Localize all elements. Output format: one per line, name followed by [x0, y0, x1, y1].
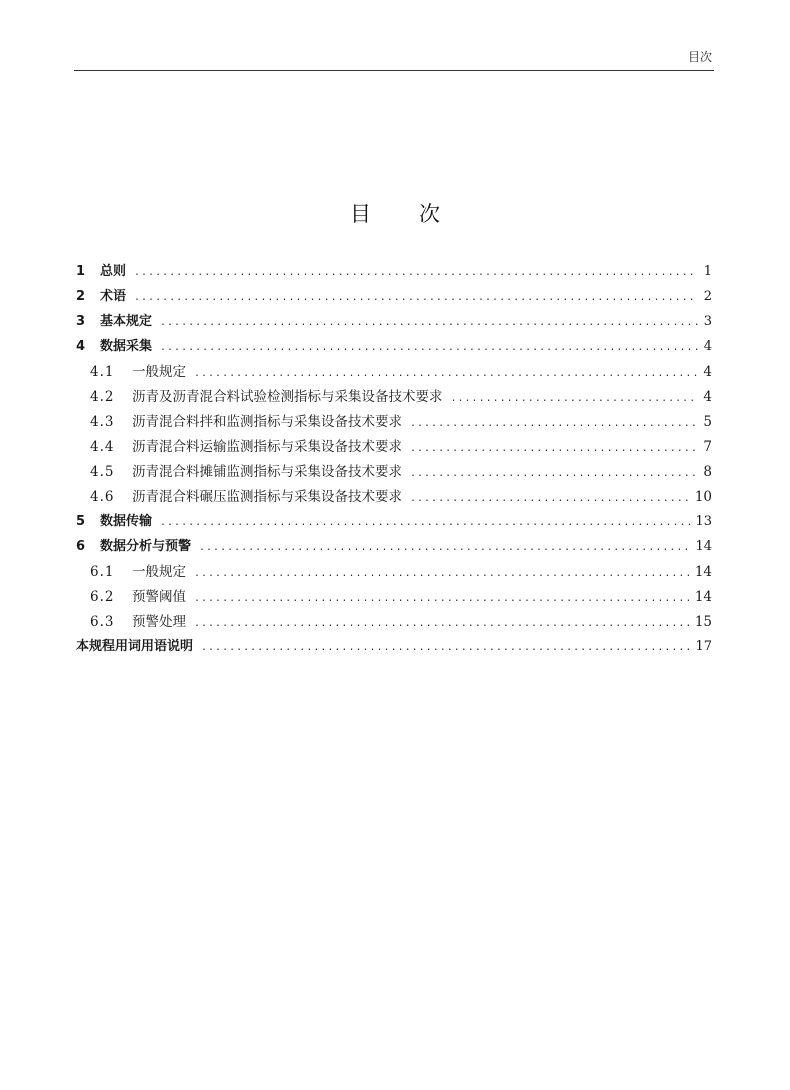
toc-entry-label: 总则 — [100, 264, 127, 279]
toc-dot-leader — [160, 517, 691, 528]
toc-entry-page: 17 — [695, 639, 712, 654]
toc-entry[interactable] — [76, 460, 712, 485]
toc-entry[interactable] — [76, 435, 712, 460]
toc-entry-number: 6.3 — [90, 614, 115, 630]
toc-entry-number: 4.4 — [90, 439, 115, 455]
toc-dot-leader — [194, 618, 691, 629]
toc-entry-page: 14 — [694, 589, 712, 605]
toc-entry-number: 4.3 — [90, 414, 115, 430]
toc-entry[interactable] — [76, 260, 712, 285]
toc-entry[interactable] — [76, 410, 712, 435]
toc-title-char-1: 目 — [350, 202, 371, 227]
toc-list — [76, 260, 712, 660]
toc-entry-label: 一般规定 — [132, 364, 186, 380]
toc-entry[interactable] — [76, 310, 712, 335]
toc-entry-label: 本规程用词用语说明 — [76, 639, 194, 654]
toc-dot-leader — [410, 493, 691, 504]
toc-entry-page: 4 — [703, 339, 712, 354]
toc-entry-label: 沥青及沥青混合料试验检测指标与采集设备技术要求 — [132, 389, 443, 405]
toc-entry-label: 数据采集 — [100, 339, 153, 354]
toc-entry[interactable] — [76, 485, 712, 510]
toc-entry-number: 3 — [76, 314, 86, 329]
toc-entry-page: 3 — [703, 314, 712, 329]
toc-entry[interactable] — [76, 560, 712, 585]
toc-dot-leader — [199, 542, 691, 553]
toc-entry[interactable] — [76, 385, 712, 410]
toc-entry-label: 沥青混合料运输监测指标与采集设备技术要求 — [132, 439, 402, 455]
toc-entry-page: 14 — [695, 539, 712, 554]
toc-entry[interactable] — [76, 535, 712, 560]
toc-entry-page: 13 — [695, 514, 712, 529]
toc-entry-number: 6 — [76, 539, 86, 554]
toc-entry[interactable] — [76, 510, 712, 535]
toc-dot-leader — [160, 317, 698, 328]
toc-entry-number: 1 — [76, 264, 86, 279]
toc-entry[interactable] — [76, 585, 712, 610]
toc-entry-number: 6.1 — [90, 564, 115, 580]
toc-dot-leader — [410, 418, 698, 429]
toc-entry-page: 14 — [694, 564, 712, 580]
toc-entry-number: 4.5 — [90, 464, 115, 480]
toc-entry-page: 5 — [703, 414, 712, 430]
toc-entry-label: 沥青混合料摊铺监测指标与采集设备技术要求 — [132, 464, 402, 480]
toc-entry-number: 4.2 — [90, 389, 115, 405]
toc-entry-number: 6.2 — [90, 589, 115, 605]
toc-entry-number: 4 — [76, 339, 86, 354]
toc-entry-number: 4.6 — [90, 489, 115, 505]
toc-entry[interactable] — [76, 635, 712, 660]
toc-entry-page: 4 — [703, 389, 712, 405]
toc-entry[interactable] — [76, 360, 712, 385]
toc-entry-number: 5 — [76, 514, 86, 529]
toc-dot-leader — [201, 642, 691, 653]
toc-title-char-2: 次 — [419, 202, 440, 227]
toc-dot-leader — [134, 267, 698, 278]
toc-entry-label: 预警阈值 — [132, 589, 186, 605]
toc-dot-leader — [451, 393, 699, 404]
toc-dot-leader — [194, 368, 698, 379]
toc-entry-page: 2 — [703, 289, 712, 304]
toc-dot-leader — [134, 292, 698, 303]
toc-entry-page: 1 — [703, 264, 712, 279]
toc-dot-leader — [410, 468, 698, 479]
toc-entry-label: 沥青混合料拌和监测指标与采集设备技术要求 — [132, 414, 402, 430]
header-rule — [74, 70, 714, 71]
toc-entry-number: 4.1 — [90, 364, 115, 380]
toc-entry-page: 8 — [703, 464, 712, 480]
toc-entry-label: 一般规定 — [132, 564, 186, 580]
toc-entry-page: 10 — [694, 489, 712, 505]
toc-entry-page: 7 — [703, 439, 712, 455]
toc-entry-page: 4 — [703, 364, 712, 380]
toc-entry-label: 基本规定 — [100, 314, 153, 329]
toc-entry-label: 数据分析与预警 — [100, 539, 192, 554]
running-header: 目次 — [687, 50, 712, 64]
toc-entry[interactable] — [76, 335, 712, 360]
toc-dot-leader — [160, 342, 698, 353]
toc-entry-label: 术语 — [100, 289, 127, 304]
toc-entry-label: 数据传输 — [100, 514, 153, 529]
toc-entry[interactable] — [76, 610, 712, 635]
toc-entry-number: 2 — [76, 289, 86, 304]
toc-dot-leader — [194, 593, 691, 604]
toc-entry-label: 沥青混合料碾压监测指标与采集设备技术要求 — [132, 489, 402, 505]
toc-entry-label: 预警处理 — [132, 614, 186, 630]
toc-entry[interactable] — [76, 285, 712, 310]
toc-title — [0, 198, 790, 228]
toc-dot-leader — [410, 443, 698, 454]
toc-dot-leader — [194, 568, 691, 579]
toc-entry-page: 15 — [694, 614, 712, 630]
